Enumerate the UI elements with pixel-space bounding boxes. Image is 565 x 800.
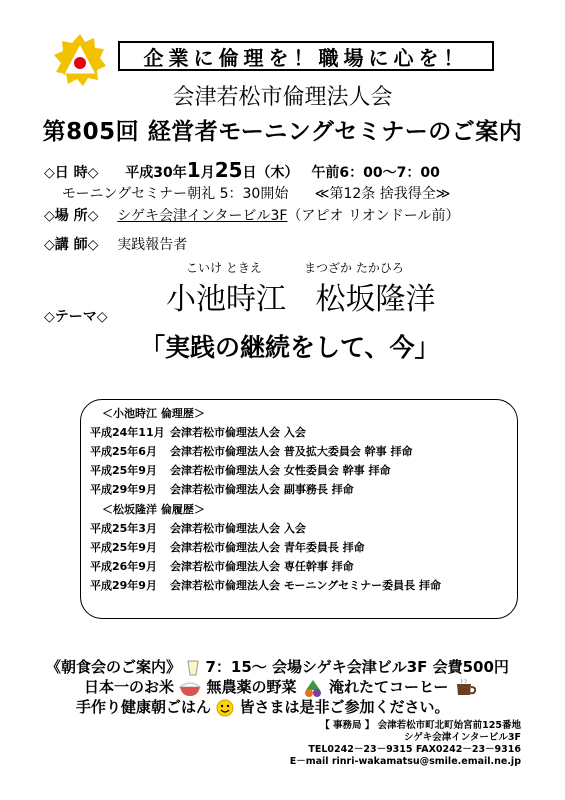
slogan: 企業に倫理を！職場に心を！ <box>143 45 469 70</box>
vegetable-icon <box>302 678 324 698</box>
breakfast-line1 <box>46 656 509 677</box>
history2-heading: ＜松坂隆洋 倫履歴＞ <box>102 503 205 516</box>
breakfast-info: 7：15～ 会場シゲキ会津ビル3F 会費500円 <box>205 658 509 676</box>
lecturer-label: ◇講 師◇ <box>44 237 99 253</box>
office-address: 【 事務局 】 会津若松市町北町始宮前125番地 <box>320 720 521 731</box>
place-label: ◇場 所◇ <box>44 208 99 224</box>
speaker2-name: 松坂隆洋 <box>315 282 436 317</box>
history-item: 平成25年6月 会津若松市倫理法人会 普及拡大委員会 幹事 拝命 <box>90 445 413 458</box>
history1 <box>102 404 205 423</box>
history-item: 平成24年11月 会津若松市倫理法人会 入会 <box>90 426 306 439</box>
lecturer-row <box>44 234 187 254</box>
breakfast-invite: 皆さまは是非ご参加ください。 <box>239 698 450 716</box>
history-item: 平成25年9月 会津若松市倫理法人会 青年委員長 拝命 <box>90 541 365 554</box>
slogan-box <box>118 41 494 71</box>
morning-text: モーニングセミナー朝礼 5：30開始 <box>62 186 289 202</box>
theme-title: 「実践の継続をして、今」 <box>140 333 440 362</box>
breakfast-meal: 手作り健康朝ごはん <box>76 698 212 716</box>
rice-bowl-icon <box>179 679 201 697</box>
history-item: 平成26年9月 会津若松市倫理法人会 専任幹事 拝命 <box>90 560 354 573</box>
morning-article: ≪第12条 捨我得全≫ <box>314 186 451 202</box>
speaker-names <box>166 274 436 318</box>
history-item: 平成29年9月 会津若松市倫理法人会 モーニングセミナー委員長 拝命 <box>90 579 441 592</box>
date-month-unit: 月 <box>200 165 215 181</box>
speaker1-reading: こいけ ときえ <box>186 261 262 275</box>
breakfast-title: 《朝食会のご案内》 <box>46 658 182 676</box>
date-era: 平成30年 <box>125 165 187 181</box>
page-title: 第805回 経営者モーニングセミナーのご案内 <box>42 119 523 145</box>
vegetable-text: 無農薬の野菜 <box>206 678 297 696</box>
date-day: 25 <box>214 158 243 182</box>
rice-text: 日本一のお米 <box>84 678 175 696</box>
history2 <box>102 500 205 519</box>
office-info <box>290 720 521 768</box>
history1-list <box>90 423 413 499</box>
date-month: 1 <box>186 158 201 182</box>
history2-list <box>90 519 441 595</box>
history-item: 平成25年9月 会津若松市倫理法人会 女性委員会 幹事 拝命 <box>90 464 391 477</box>
smiley-icon <box>216 699 234 717</box>
place-venue: シゲキ会津インタービル3F <box>117 208 288 224</box>
morning-line <box>62 183 450 203</box>
history-item: 平成25年3月 会津若松市倫理法人会 入会 <box>90 522 306 535</box>
office-email: E－mail rinri-wakamatsu@smile.email.ne.jp <box>289 756 521 767</box>
org-name: 会津若松市倫理法人会 <box>172 85 393 110</box>
breakfast-line2 <box>84 676 478 698</box>
cup-icon <box>186 659 200 677</box>
place-row <box>44 205 459 225</box>
office-phone: TEL0242－23－9315 FAX0242－23－9316 <box>308 744 521 755</box>
lecturer-role: 実践報告者 <box>117 237 188 253</box>
place-note: （アピオ リオンドール前） <box>287 208 460 224</box>
coffee-icon <box>454 678 478 698</box>
date-label: ◇日 時◇ <box>44 165 99 181</box>
speaker1-name: 小池時江 <box>166 282 286 317</box>
coffee-text: 淹れたてコーヒー <box>328 678 449 696</box>
speaker2-reading: まつざか たかひろ <box>304 261 404 275</box>
breakfast-line3 <box>76 696 450 717</box>
history-item: 平成29年9月 会津若松市倫理法人会 副事務長 拝命 <box>90 483 354 496</box>
date-time: 午前6：00～7：00 <box>311 165 440 181</box>
date-day-unit: 日（木） <box>242 165 299 181</box>
history1-heading: ＜小池時江 倫理歴＞ <box>102 407 205 420</box>
office-building: シゲキ会津インタービル3F <box>403 732 521 743</box>
theme-label: ◇テーマ◇ <box>44 309 108 325</box>
date-row <box>44 158 440 182</box>
